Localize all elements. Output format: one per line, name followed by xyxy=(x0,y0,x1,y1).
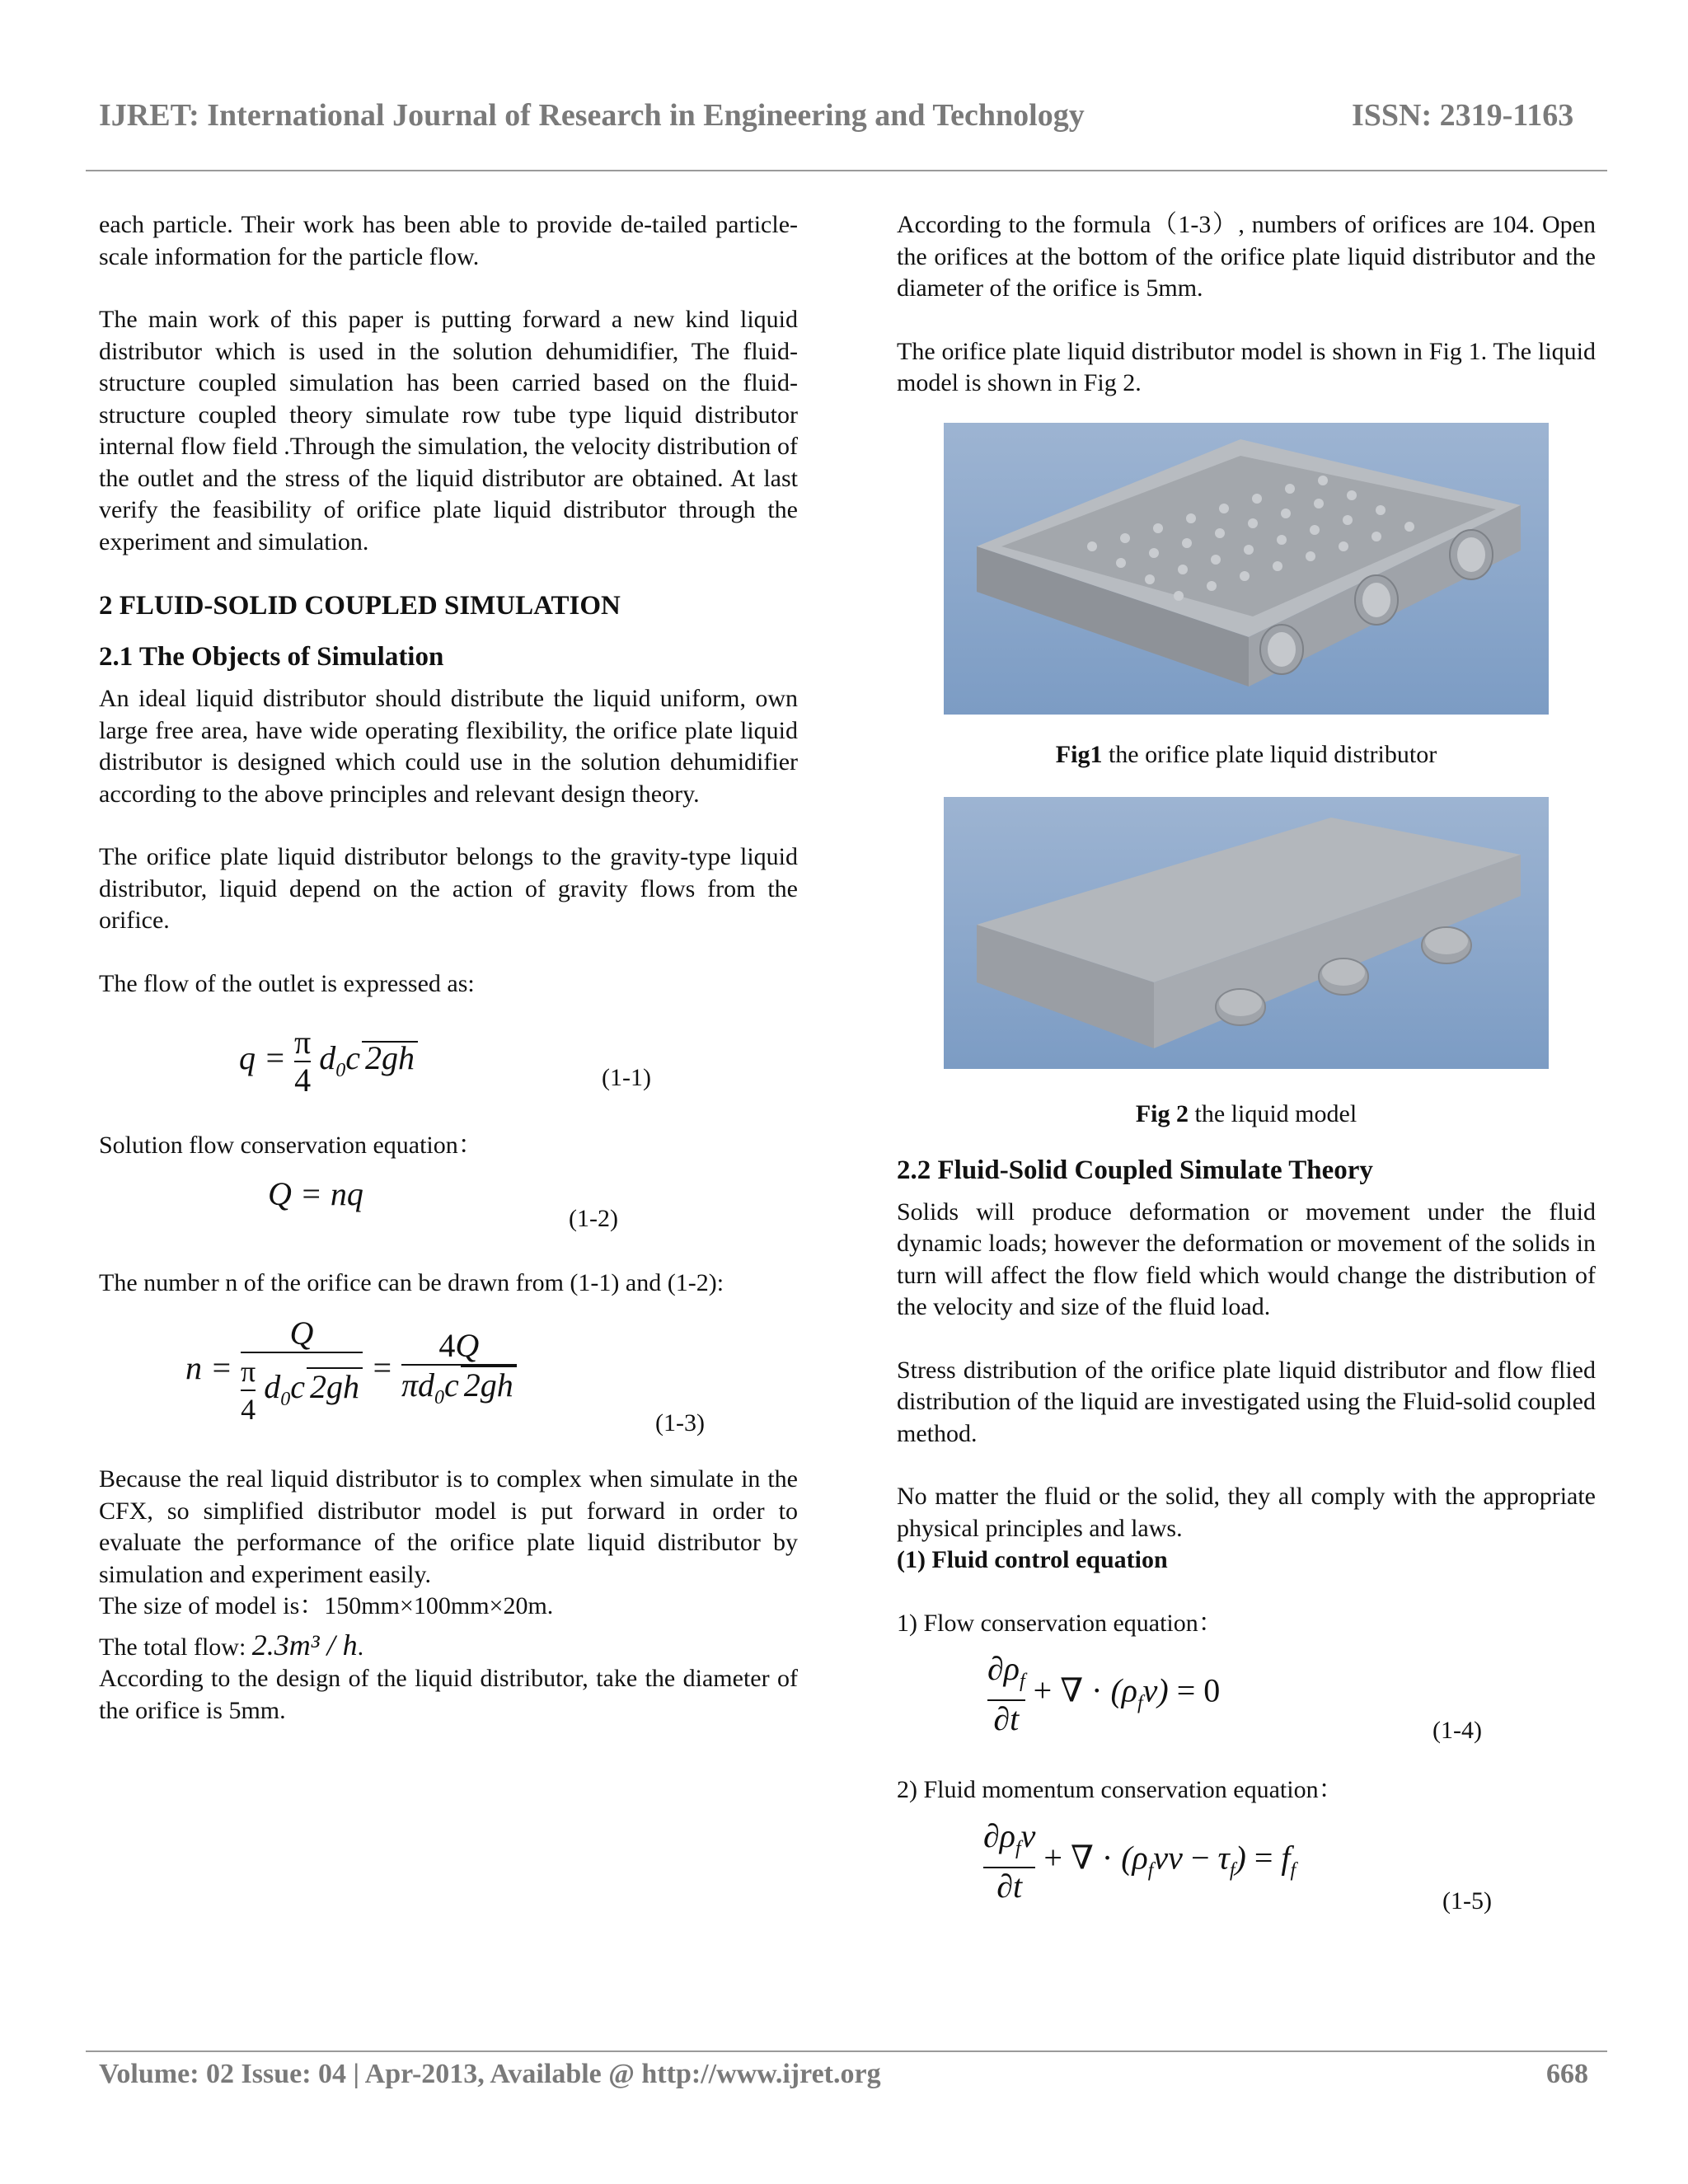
left-column xyxy=(99,209,798,1758)
paragraph: An ideal liquid distributor should distribute the liquid uniform, own large free area, have wide operating flexibility, the orifice plate liquid distributor is designed which could use in the solution dehumidifier according to the above principles and relevant design theory. xyxy=(99,685,798,808)
footer-volume: Volume: 02 Issue: 04 | Apr-2013, Available @ http://www.ijret.org xyxy=(99,2059,881,2089)
page-number: 668 xyxy=(1546,2059,1588,2089)
paragraph: Stress distribution of the orifice plate liquid distributor and flow flied distribution of the liquid are investigated using the Fluid-solid coupled method. xyxy=(897,1356,1596,1447)
equation-1-3: n = Q $\frac{\pi}{4}$ $d_0c$ 2gh = $\frac{4Q}{\pi d_0c 2gh}$ (1-3) xyxy=(99,1315,798,1439)
paragraph: According to the design of the liquid distributor, take the diameter of the orifice is 5mm. xyxy=(99,1665,798,1724)
equation-1-4: $\frac{\partial\rho_f}{\partial t}$ + ∇ · $(\rho_f\nu) = 0$ (1-4) xyxy=(897,1651,1596,1750)
right-column xyxy=(897,209,1596,1940)
equation-number: (1-5) xyxy=(1442,1886,1492,1915)
total-flow-label: The total flow: xyxy=(99,1633,246,1661)
paragraph: 2) Fluid momentum conservation equation： xyxy=(897,1776,1343,1803)
equation-number: (1-2) xyxy=(569,1204,618,1232)
liquid-model-render xyxy=(944,797,1549,1069)
figure-1 xyxy=(944,423,1596,771)
paragraph: The number n of the orifice can be drawn from (1-1) and (1-2): xyxy=(99,1268,724,1296)
caption-text: the orifice plate liquid distributor xyxy=(1108,740,1437,768)
caption-text: the liquid model xyxy=(1194,1100,1357,1127)
paragraph: No matter the fluid or the solid, they all comply with the appropriate physical principles and laws. xyxy=(897,1483,1596,1542)
figure-label: Fig 2 xyxy=(1135,1100,1189,1127)
paragraph: According to the formula（1-3）, numbers of orifices are 104. Open the orifices at the bottom of the orifice plate liquid distributor and the diameter of the orifice is 5mm. xyxy=(897,211,1596,302)
figure-label: Fig1 xyxy=(1055,740,1103,768)
paragraph: The total flow: 2.3m³ / h. xyxy=(99,1628,364,1661)
figure-2 xyxy=(944,797,1596,1131)
equation-1-1: q = $\frac{\pi}{4}$ $d_0c$ 2gh (1-1) xyxy=(239,1024,651,1099)
total-flow-value: 2.3m³ / h xyxy=(251,1628,358,1661)
paragraph: Solution flow conservation equation： xyxy=(99,1132,483,1159)
issn: ISSN: 2319-1163 xyxy=(1352,98,1574,133)
equation-1-2: Q = nq (1-2) xyxy=(99,1179,798,1244)
paragraph: The main work of this paper is putting forward a new kind liquid distributor which is used in the solution dehumidifier, The fluid-structure coupled simulation has been carried based on the fluid-structure coupled theory simulate row tube type liquid distributor internal flow field .Through the simulation, the velocity distribution of the outlet and the stress of the liquid distributor are obtained. At last verify the feasibility of orifice plate liquid distributor through the experiment and simulation. xyxy=(99,306,798,555)
paragraph: Solids will produce deformation or movement under the fluid dynamic loads; however the deformation or movement of the solids in turn will affect the flow field which would change the distribution of the velocity and size of the fluid load. xyxy=(897,1197,1596,1320)
equation-number: (1-1) xyxy=(602,1064,651,1091)
subsection-heading: 2.1 The Objects of Simulation xyxy=(99,642,444,672)
journal-title: IJRET: International Journal of Research in Engineering and Technology xyxy=(99,98,1085,133)
equation-number: (1-3) xyxy=(655,1409,705,1436)
subsection-heading: 2.2 Fluid-Solid Coupled Simulate Theory xyxy=(897,1155,1373,1185)
header-rule xyxy=(86,170,1607,171)
paragraph: 1) Flow conservation equation： xyxy=(897,1609,1223,1637)
paragraph: each particle. Their work has been able to provide de-tailed particle-scale information for the particle flow. xyxy=(99,211,798,270)
section-heading: 2 FLUID-SOLID COUPLED SIMULATION xyxy=(99,591,621,621)
equation-number: (1-4) xyxy=(1432,1717,1482,1744)
equation-1-5: $\frac{\partial\rho_f\nu}{\partial t}$ + ∇ · $(\rho_f\nu\nu - \tau_f) = f_f$ (1-5) xyxy=(897,1818,1596,1917)
paragraph: The size of model is：150mm×100mm×20m. xyxy=(99,1592,554,1619)
subheading: (1) Fluid control equation xyxy=(897,1546,1168,1573)
paragraph: The orifice plate liquid distributor model is shown in Fig 1. The liquid model is shown in Fig 2. xyxy=(897,337,1596,396)
paragraph: Because the real liquid distributor is to complex when simulate in the CFX, so simplified distributor model is put forward in order to evaluate the performance of the orifice plate liquid distributor by simulation and experiment easily. xyxy=(99,1465,798,1588)
figure-1-caption xyxy=(897,739,1596,771)
figure-2-caption xyxy=(897,1099,1596,1131)
paragraph: The flow of the outlet is expressed as: xyxy=(99,969,475,997)
orifice-plate-distributor-render xyxy=(944,423,1549,715)
paragraph: The orifice plate liquid distributor belongs to the gravity-type liquid distributor, liquid depend on the action of gravity flows from the orifice. xyxy=(99,843,798,934)
footer-rule xyxy=(86,2050,1607,2052)
